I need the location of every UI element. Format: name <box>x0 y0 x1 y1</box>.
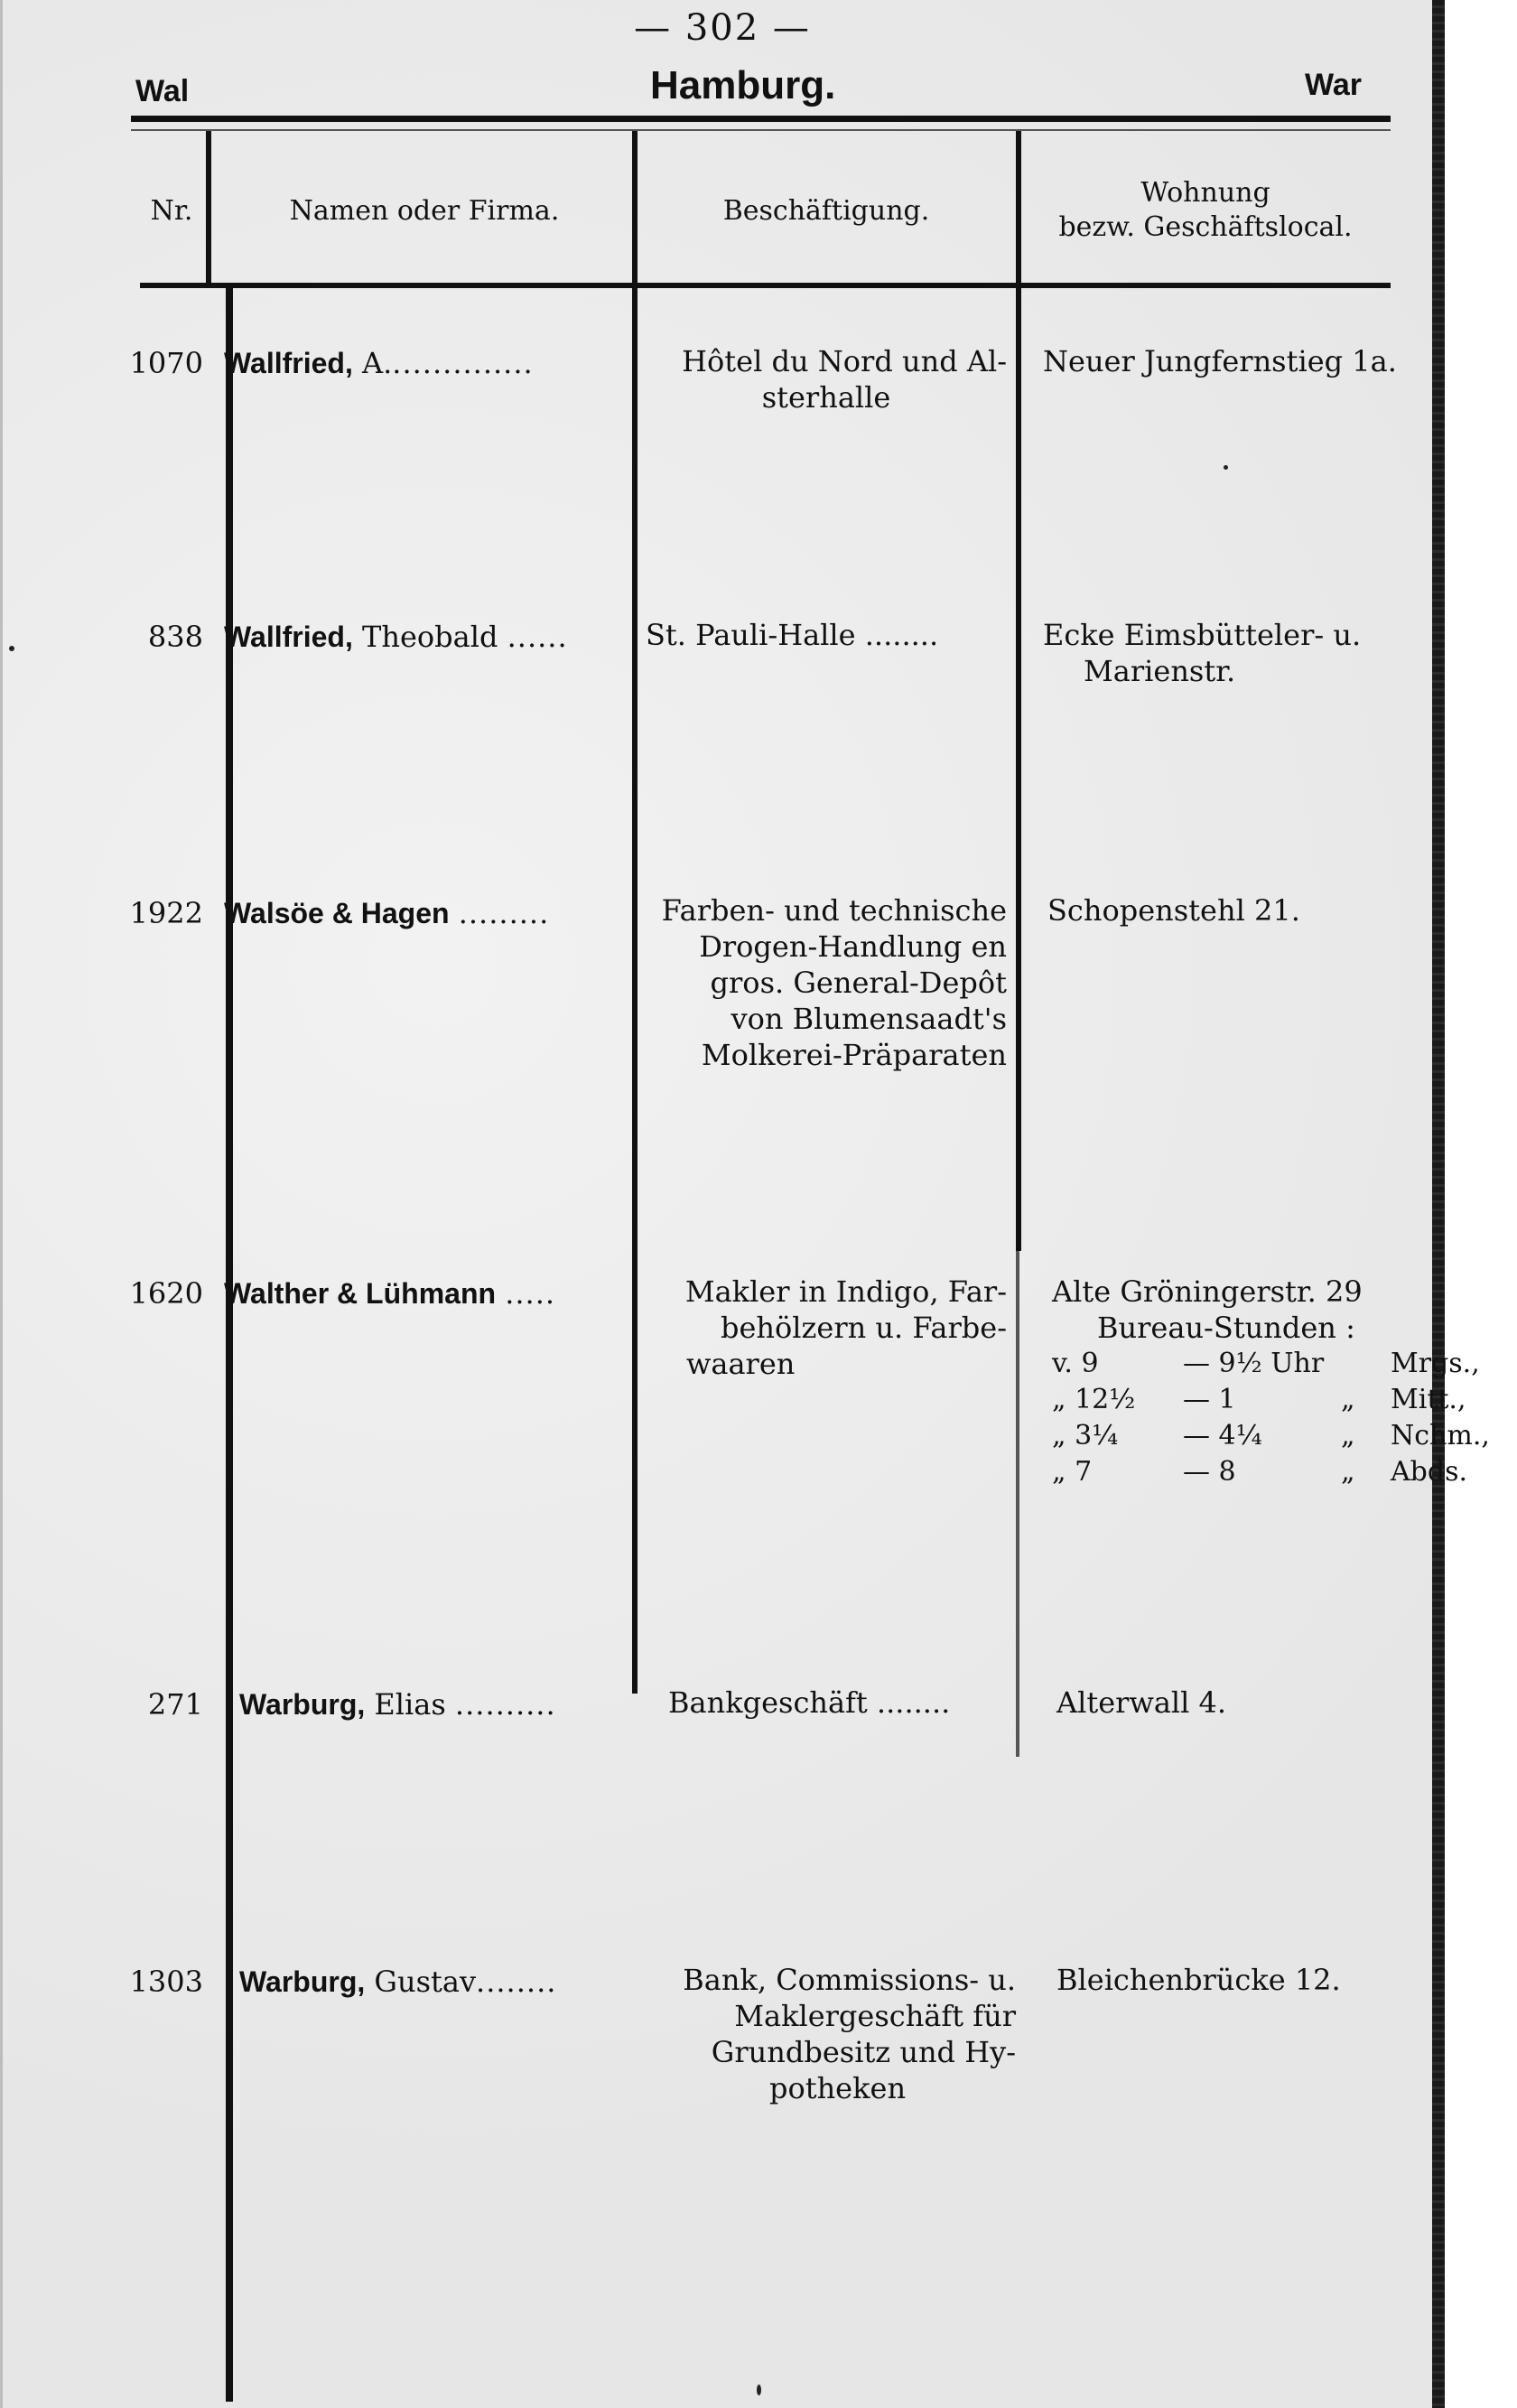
hours-from: „ 3¼ <box>1052 1420 1119 1451</box>
entry-address-line: Alterwall 4. <box>1056 1685 1227 1720</box>
column-divider-occupation-lower <box>1016 1251 1019 1757</box>
entry-leader-dots: ..... <box>505 1276 556 1311</box>
left-guide-word: Wal <box>135 74 190 108</box>
entry-occupation <box>659 1962 1016 2106</box>
entry-name <box>224 346 534 380</box>
entry-surname: Walther & Lühmann <box>224 1277 497 1310</box>
hours-period: Mitt., <box>1391 1384 1466 1415</box>
entry-address-line: Alte Gröningerstr. 29 <box>1052 1274 1363 1309</box>
office-hours-row <box>1052 1382 1517 1418</box>
column-header-address-line1: Wohnung <box>1140 177 1270 209</box>
entry-leader-dots: ........ <box>476 1965 557 1999</box>
entry-address <box>1052 1274 1404 1346</box>
column-divider-occupation <box>1016 131 1021 1251</box>
header-rule-bottom <box>140 283 1391 288</box>
print-speck <box>9 646 14 651</box>
column-header-name: Namen oder Firma. <box>289 195 560 227</box>
entry-address <box>1043 617 1395 689</box>
entry-occupation-line: St. Pauli-Halle ........ <box>646 618 939 652</box>
entry-occupation-line: sterhalle <box>761 380 891 415</box>
entry-address <box>1056 1962 1341 1998</box>
hours-period: Nchm., <box>1391 1420 1490 1451</box>
entry-name <box>224 896 549 930</box>
office-hours-row <box>1052 1454 1517 1490</box>
hours-from: „ 7 <box>1052 1456 1093 1488</box>
entry-occupation-line: Drogen-Handlung en <box>699 929 1007 964</box>
header-rule-thin <box>131 129 1391 131</box>
entry-occupation-line: waaren <box>686 1347 796 1381</box>
header-rule-top <box>131 116 1391 122</box>
entry-number: 1070 <box>129 346 203 380</box>
page-left-edge <box>0 0 3 2408</box>
entry-surname: Warburg, <box>239 1688 366 1721</box>
entry-occupation-line: Molkerei-Präparaten <box>701 1038 1007 1072</box>
entry-occupation <box>646 892 1007 1073</box>
entry-address-line: Ecke Eimsbütteler- u. <box>1043 618 1362 652</box>
entry-occupation <box>646 1274 1007 1382</box>
hours-ditto: „ <box>1341 1456 1355 1488</box>
entry-address <box>1056 1685 1226 1721</box>
entry-occupation-line: gros. General-Depôt <box>710 966 1007 1000</box>
page-right-edge <box>1432 0 1445 2408</box>
entry-number: 838 <box>147 620 203 654</box>
hours-ditto: „ <box>1341 1384 1355 1415</box>
print-speck <box>1224 465 1228 470</box>
entry-occupation-line: Bankgeschäft ........ <box>668 1685 951 1720</box>
entry-occupation-line: potheken <box>768 2071 907 2105</box>
entry-name <box>239 1687 556 1722</box>
page-title: Hamburg. <box>650 63 836 107</box>
entry-leader-dots: .............. <box>392 346 534 380</box>
entry-given-name: Theobald <box>362 620 498 654</box>
hours-from: v. 9 <box>1052 1348 1099 1379</box>
hours-to: — 9½ Uhr <box>1183 1348 1325 1379</box>
entry-leader-dots: ......... <box>458 896 550 930</box>
entry-occupation-line: Makler in Indigo, Far- <box>684 1274 1007 1309</box>
entry-surname: Wallfried, <box>224 621 353 653</box>
entry-name <box>239 1965 556 1999</box>
entry-address <box>1043 343 1397 379</box>
right-guide-word: War <box>1305 68 1362 102</box>
hours-to: — 4¼ <box>1183 1420 1262 1451</box>
entry-address-line: Marienstr. <box>1084 654 1236 688</box>
entry-given-name: A. <box>362 346 393 380</box>
entry-occupation-line: behölzern u. Farbe- <box>721 1311 1007 1345</box>
hours-ditto <box>1341 1346 1391 1382</box>
entry-occupation <box>668 1685 1011 1721</box>
column-header-address-line2: bezw. Geschäftslocal. <box>1058 211 1353 243</box>
print-speck <box>757 2385 761 2395</box>
column-header-address <box>1025 176 1386 245</box>
hours-period: Mrgs., <box>1391 1348 1480 1379</box>
entry-surname: Warburg, <box>239 1965 366 1998</box>
entry-name <box>224 620 568 654</box>
entry-surname: Walsöe & Hagen <box>224 897 450 929</box>
entry-number: 271 <box>147 1687 203 1722</box>
entry-address-line: Bleichenbrücke 12. <box>1056 1963 1341 1997</box>
entry-occupation <box>646 617 1007 653</box>
entry-occupation-line: Hôtel du Nord und Al- <box>682 344 1007 378</box>
entry-occupation-line: Maklergeschäft für <box>734 1999 1016 2033</box>
entry-number: 1922 <box>129 896 203 930</box>
entry-name <box>224 1276 555 1311</box>
entry-occupation-line: von Blumensaadt's <box>731 1002 1007 1036</box>
entry-occupation-line: Grundbesitz und Hy- <box>711 2035 1016 2069</box>
entry-leader-dots: .......... <box>454 1687 556 1722</box>
page-number: — 302 — <box>634 7 811 49</box>
office-hours-table <box>1052 1346 1517 1490</box>
entry-leader-dots: ...... <box>507 620 568 654</box>
office-hours-row <box>1052 1346 1517 1382</box>
hours-from: „ 12½ <box>1052 1384 1136 1415</box>
column-divider-nr <box>226 288 233 2402</box>
entry-occupation-line: Farben- und technische <box>661 893 1007 928</box>
entry-occupation <box>646 343 1007 415</box>
entry-number: 1620 <box>129 1276 203 1311</box>
entry-address-line: Bureau-Stunden : <box>1097 1311 1355 1345</box>
entry-surname: Wallfried, <box>224 347 353 379</box>
column-header-occupation: Beschäftigung. <box>722 195 930 227</box>
entry-occupation-line: Bank, Commissions- u. <box>683 1963 1016 1997</box>
entry-address-line: Neuer Jungfernstieg 1a. <box>1043 344 1397 378</box>
office-hours-row <box>1052 1418 1517 1454</box>
entry-number: 1303 <box>129 1965 203 1999</box>
column-header-nr: Nr. <box>150 195 193 227</box>
hours-period: Abds. <box>1391 1456 1468 1488</box>
entry-address-line: Schopenstehl 21. <box>1047 893 1300 928</box>
hours-to: — 8 <box>1183 1456 1236 1488</box>
hours-ditto: „ <box>1341 1420 1355 1451</box>
entry-given-name: Elias <box>374 1687 446 1722</box>
entry-given-name: Gustav <box>374 1965 477 1999</box>
column-divider-name <box>632 131 638 1694</box>
entry-address <box>1047 892 1300 929</box>
hours-to: — 1 <box>1183 1384 1236 1415</box>
